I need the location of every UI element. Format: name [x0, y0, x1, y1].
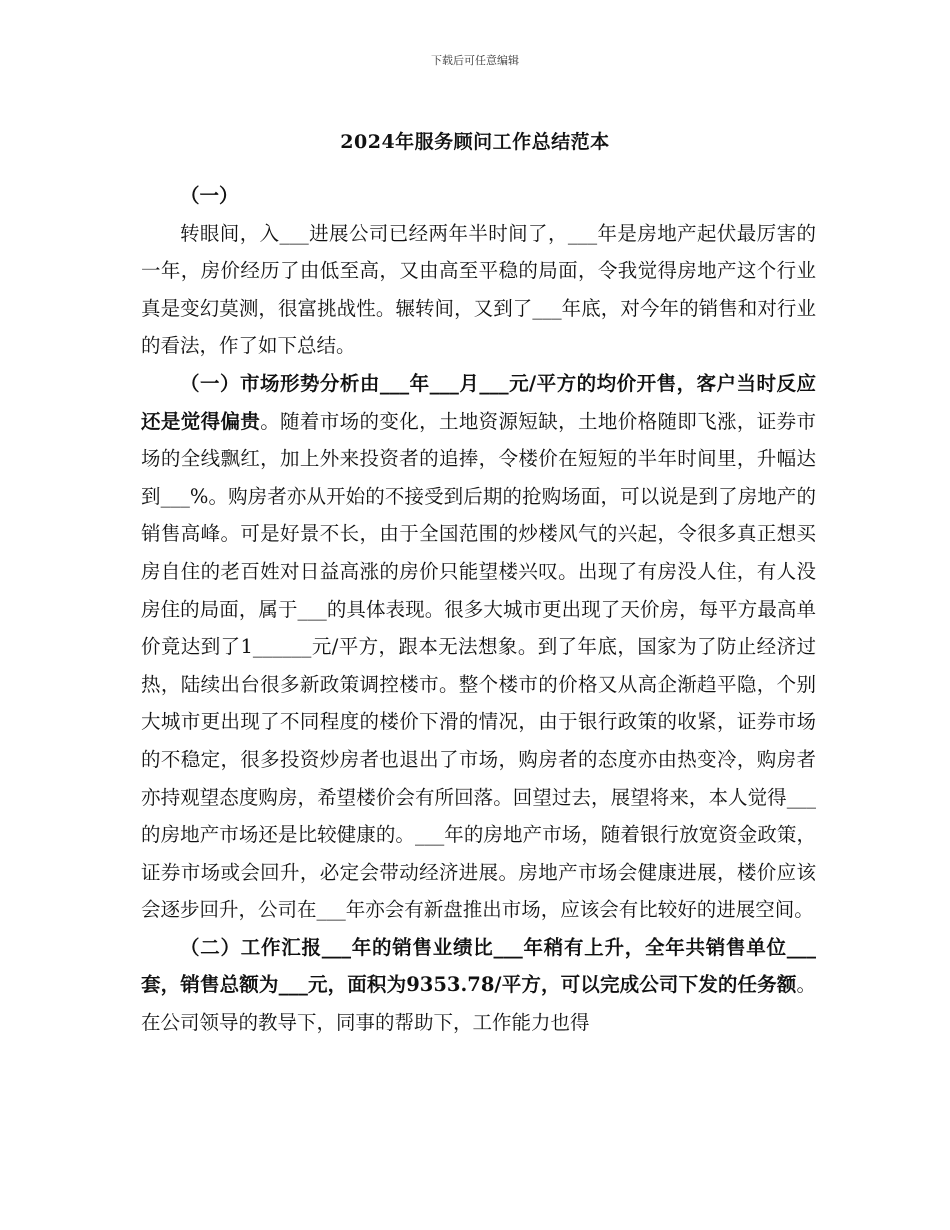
paragraph-work-report: [141, 929, 816, 1042]
market-analysis-heading: （一）市场形势分析由___年___月___元/平方的均价开售，客户当时反应还是觉得偏贵: [141, 371, 816, 433]
market-analysis-text: 。随着市场的变化，土地资源短缺，土地价格随即飞涨，证券市场的全线飘红，加上外来投资者的追捧，令楼价在短短的半年时间里，升幅达到___%。购房者亦从开始的不接受到后期的抢购场面，可以说是到了房地产的销售高峰。可是好景不长，由于全国范围的炒楼风气的兴起，令很多真正想买房自住的老百姓对日益高涨的房价只能望楼兴叹。出现了有房没人住，有人没房住的局面，属于___的具体表现。很多大城市更出现了天价房，每平方最高单价竟达到了1______元/平方，跟本无法想象。到了年底，国家为了防止经济过热，陆续出台很多新政策调控楼市。整个楼市的价格又从高企渐趋平隐，个别大城市更出现了不同程度的楼价下滑的情况，由于银行政策的收紧，证券市场的不稳定，很多投资炒房者也退出了市场，购房者的态度亦由热变冷，购房者亦持观望态度购房，希望楼价会有所回落。回望过去，展望将来，本人觉得___的房地产市场还是比较健康的。___年的房地产市场，随着银行放宽资金政策，证券市场或会回升，必定会带动经济进展。房地产市场会健康进展，楼价应该会逐步回升，公司在___年亦会有新盘推出市场，应该会有比较好的进展空间。: [141, 409, 816, 922]
page-header-note: 下载后可任意编辑: [431, 54, 519, 67]
paragraph-market-analysis: [141, 365, 816, 929]
work-report-text: 。在公司领导的教导下，同事的帮助下，工作能力也得: [141, 973, 816, 1035]
document-title: 2024年服务顾问工作总结范本: [340, 131, 610, 153]
section-heading-one: （一）: [180, 184, 239, 207]
document-body: [141, 177, 816, 1042]
paragraph-intro: 转眼间，入___进展公司已经两年半时间了，___年是房地产起伏最厉害的一年，房价经历了由低至高，又由高至平稳的局面，令我觉得房地产这个行业真是变幻莫测，很富挑战性。辗转间，又到了___年底，对今年的销售和对行业的看法，作了如下总结。: [141, 221, 816, 358]
work-report-heading: （二）工作汇报___年的销售业绩比___年稍有上升，全年共销售单位___套，销售总额为___元，面积为9353.78/平方，可以完成公司下发的任务额: [141, 935, 816, 997]
